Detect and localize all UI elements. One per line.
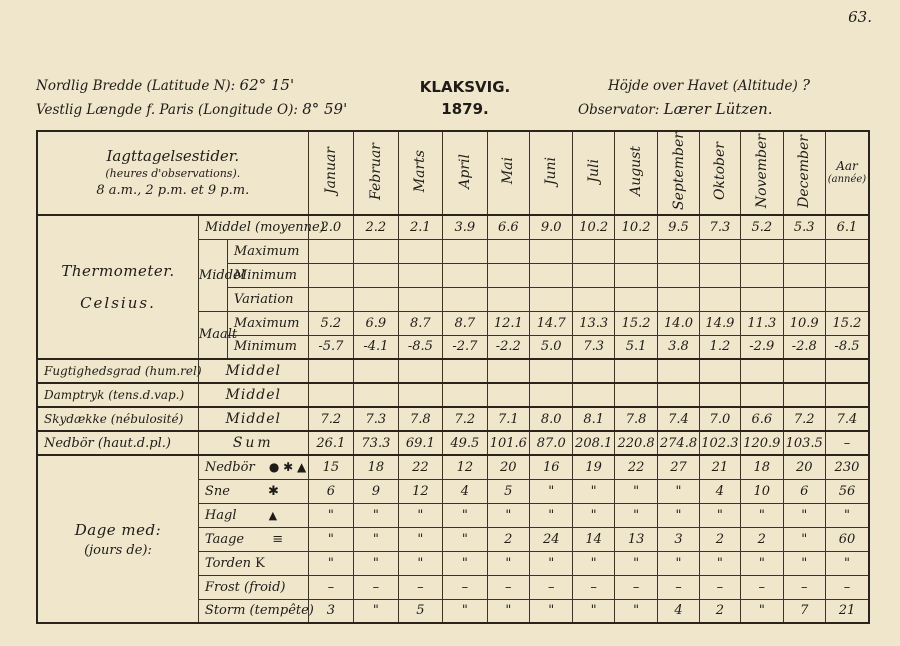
table-cell: 7.8 — [614, 407, 657, 431]
table-cell: – — [699, 575, 740, 599]
table-cell: 7.8 — [398, 407, 442, 431]
month-header — [783, 131, 825, 215]
table-cell: " — [825, 503, 869, 527]
thermo-label-2: Celsius. — [80, 294, 156, 312]
table-cell: 12.1 — [487, 311, 529, 335]
table-cell: 8.7 — [398, 311, 442, 335]
row-damptryk — [37, 383, 869, 407]
month-header — [308, 131, 354, 215]
table-cell: 49.5 — [443, 431, 487, 455]
table-cell: " — [614, 599, 657, 623]
table-cell: 2 — [741, 527, 783, 551]
dage-med-group-label — [37, 455, 198, 623]
table-cell: 220.8 — [614, 431, 657, 455]
table-cell: " — [398, 503, 442, 527]
table-cell: " — [354, 551, 398, 575]
table-cell: 6.6 — [487, 215, 529, 239]
table-cell: 20 — [783, 455, 825, 479]
row-middel-moyenne — [37, 215, 869, 239]
table-cell: 103.5 — [783, 431, 825, 455]
table-cell: – — [614, 575, 657, 599]
precip-symbol-icon: ● ✱ ▲ — [268, 459, 307, 474]
table-cell: 7.2 — [443, 407, 487, 431]
longitude-value: 8° 59' — [302, 100, 348, 118]
table-cell: " — [530, 599, 573, 623]
table-cell: 21 — [699, 455, 740, 479]
table-cell: " — [741, 551, 783, 575]
table-cell: 24 — [530, 527, 573, 551]
nedbor-haut-label: Nedbör (haut.d.pl.) — [37, 431, 198, 455]
page-number: 63. — [848, 8, 872, 26]
table-cell: – — [783, 575, 825, 599]
table-cell: " — [530, 479, 573, 503]
table-cell: 6 — [308, 479, 354, 503]
day-label-hagl — [198, 503, 308, 527]
month-header — [530, 131, 573, 215]
table-cell: 7.2 — [783, 407, 825, 431]
day-label-sne — [198, 479, 308, 503]
day-label-torden — [198, 551, 308, 575]
table-cell: 8.0 — [530, 407, 573, 431]
station-name: KLAKSVIG. — [419, 78, 511, 96]
variation-label: Variation — [227, 287, 308, 311]
table-cell: " — [783, 503, 825, 527]
table-cell: " — [699, 503, 740, 527]
table-cell: – — [308, 575, 354, 599]
table-cell: 14.9 — [699, 311, 740, 335]
snow-icon: ✱ — [268, 483, 279, 499]
minimum-label: Minimum — [227, 263, 308, 287]
month-label: Mai — [500, 157, 517, 185]
table-cell: " — [573, 479, 614, 503]
table-cell: 18 — [354, 455, 398, 479]
table-cell: 1.2 — [699, 335, 740, 359]
table-cell: 22 — [398, 455, 442, 479]
month-label: Juli — [585, 159, 602, 183]
table-cell: – — [741, 575, 783, 599]
table-cell: -2.8 — [783, 335, 825, 359]
table-cell: 15.2 — [614, 311, 657, 335]
aar-label: Aar — [836, 159, 858, 173]
month-label: November — [753, 133, 770, 209]
table-cell: – — [530, 575, 573, 599]
thermometer-group-label — [37, 215, 198, 359]
table-cell: 2 — [699, 527, 740, 551]
table-cell: 6.9 — [354, 311, 398, 335]
table-cell: 10.2 — [573, 215, 614, 239]
day-label-taage — [198, 527, 308, 551]
month-label: Juni — [543, 156, 560, 186]
thermo-label-1: Thermometer. — [61, 262, 175, 280]
table-cell: 6.6 — [741, 407, 783, 431]
fog-icon: ≡ — [272, 531, 284, 547]
table-cell: 5.2 — [741, 215, 783, 239]
table-cell: " — [354, 599, 398, 623]
latitude-line — [36, 76, 294, 94]
table-cell: 7.3 — [699, 215, 740, 239]
table-cell: 22 — [614, 455, 657, 479]
table-cell: 9.0 — [530, 215, 573, 239]
table-cell: 16 — [530, 455, 573, 479]
maximum-label: Maximum — [227, 311, 308, 335]
maalt-label: Maalt — [198, 311, 227, 359]
year-header — [825, 131, 869, 215]
table-cell: 19 — [573, 455, 614, 479]
table-cell: 20 — [487, 455, 529, 479]
table-cell: 10 — [741, 479, 783, 503]
table-cell: 87.0 — [530, 431, 573, 455]
table-cell: 230 — [825, 455, 869, 479]
table-cell: 7.3 — [573, 335, 614, 359]
table-cell: – — [443, 575, 487, 599]
skydaekke-label: Skydække (nébulosité) — [37, 407, 198, 431]
month-header — [354, 131, 398, 215]
table-cell: " — [398, 527, 442, 551]
month-label: April — [456, 153, 473, 189]
table-cell: 73.3 — [354, 431, 398, 455]
table-cell: -4.1 — [354, 335, 398, 359]
table-cell: 11.3 — [741, 311, 783, 335]
longitude-line — [36, 100, 347, 118]
table-cell: 9.5 — [658, 215, 699, 239]
table-cell: 2 — [699, 599, 740, 623]
day-label-text: Hagl — [204, 507, 237, 523]
table-cell: " — [658, 479, 699, 503]
table-cell: 5 — [487, 479, 529, 503]
month-header — [443, 131, 487, 215]
day-label-text: Taage — [204, 531, 245, 547]
middel-label: Middel — [198, 407, 308, 431]
table-cell: " — [308, 551, 354, 575]
table-cell: 2.1 — [398, 215, 442, 239]
month-header — [658, 131, 699, 215]
table-cell: 13.3 — [573, 311, 614, 335]
table-cell: " — [573, 503, 614, 527]
table-cell: " — [573, 599, 614, 623]
month-header — [614, 131, 657, 215]
table-cell: " — [825, 551, 869, 575]
table-cell: " — [354, 503, 398, 527]
table-cell: 15 — [308, 455, 354, 479]
day-label-text: Nedbör — [204, 459, 255, 475]
table-cell: 14.7 — [530, 311, 573, 335]
table-cell: " — [308, 527, 354, 551]
table-cell: -8.5 — [825, 335, 869, 359]
thunder-icon: K — [255, 555, 265, 571]
table-cell: 3 — [308, 599, 354, 623]
table-cell: 2.2 — [354, 215, 398, 239]
aar-sub: (année) — [827, 174, 867, 185]
latitude-value: 62° 15' — [239, 76, 295, 94]
month-label: August — [628, 146, 645, 196]
month-label: Marts — [412, 149, 429, 193]
table-cell: 208.1 — [573, 431, 614, 455]
day-label-frost: Frost (froid) — [198, 575, 308, 599]
table-cell: 2 — [487, 527, 529, 551]
table-cell: " — [487, 503, 529, 527]
table-cell: " — [398, 551, 442, 575]
table-cell: – — [354, 575, 398, 599]
obs-subtitle: (heures d'observations). — [105, 166, 241, 180]
table-cell: 5 — [398, 599, 442, 623]
table-cell: " — [443, 503, 487, 527]
month-header — [741, 131, 783, 215]
longitude-label: Vestlig Længde f. Paris (Longitude O): — [36, 102, 298, 118]
table-cell: 56 — [825, 479, 869, 503]
table-cell: 8.1 — [573, 407, 614, 431]
month-label: Oktober — [711, 142, 728, 200]
table-cell: 2.0 — [308, 215, 354, 239]
table-cell: " — [530, 551, 573, 575]
table-cell: 5.3 — [783, 215, 825, 239]
month-label: December — [796, 134, 813, 208]
table-cell: – — [573, 575, 614, 599]
table-cell: – — [658, 575, 699, 599]
maximum-label: Maximum — [227, 239, 308, 263]
table-cell: 4 — [658, 599, 699, 623]
month-label: Januar — [322, 147, 339, 195]
table-cell: 7 — [783, 599, 825, 623]
table-cell: 5.2 — [308, 311, 354, 335]
year: 1879. — [441, 100, 489, 118]
middel-label: Middel — [198, 359, 308, 383]
month-header — [573, 131, 614, 215]
observer-label: Observator: — [578, 102, 660, 118]
table-cell: 102.3 — [699, 431, 740, 455]
table-cell: 14 — [573, 527, 614, 551]
altitude-line — [608, 76, 810, 94]
table-cell: " — [443, 599, 487, 623]
table-cell: 9 — [354, 479, 398, 503]
month-label: September — [670, 132, 687, 210]
table-cell: " — [699, 551, 740, 575]
day-label-nedbor — [198, 455, 308, 479]
middel-moyenne-label: Middel (moyenne) — [198, 215, 308, 239]
table-cell: 69.1 — [398, 431, 442, 455]
obs-title: Iagttagelsestider. — [106, 146, 240, 165]
table-cell: 7.3 — [354, 407, 398, 431]
table-cell: – — [487, 575, 529, 599]
month-header — [398, 131, 442, 215]
table-cell: 7.1 — [487, 407, 529, 431]
table-cell: – — [825, 575, 869, 599]
table-cell: 18 — [741, 455, 783, 479]
row-fugtighed — [37, 359, 869, 383]
table-cell: 7.4 — [658, 407, 699, 431]
table-cell: 12 — [443, 455, 487, 479]
table-cell: 8.7 — [443, 311, 487, 335]
table-cell: 101.6 — [487, 431, 529, 455]
table-cell: 7.4 — [825, 407, 869, 431]
table-cell: – — [825, 431, 869, 455]
fugtighed-label: Fugtighedsgrad (hum.rel) — [37, 359, 198, 383]
table-cell: 60 — [825, 527, 869, 551]
table-cell: 10.2 — [614, 215, 657, 239]
table-cell: 5.0 — [530, 335, 573, 359]
table-cell: 3.9 — [443, 215, 487, 239]
table-cell: 7.0 — [699, 407, 740, 431]
observer-value: Lærer Lützen. — [663, 100, 773, 118]
latitude-label: Nordlig Bredde (Latitude N): — [36, 78, 236, 94]
table-cell: 274.8 — [658, 431, 699, 455]
day-label-text: Sne — [204, 483, 230, 499]
header-row — [37, 131, 869, 215]
table-cell: " — [658, 551, 699, 575]
middel-label: Middel — [198, 383, 308, 407]
table-cell: 21 — [825, 599, 869, 623]
table-cell: 120.9 — [741, 431, 783, 455]
month-label: Februar — [367, 142, 384, 200]
table-cell: " — [658, 503, 699, 527]
table-cell: " — [741, 503, 783, 527]
table-cell: " — [487, 551, 529, 575]
table-cell: 27 — [658, 455, 699, 479]
dage-med-label: Dage med: — [74, 520, 162, 539]
table-cell: -2.7 — [443, 335, 487, 359]
row-dage-nedbor — [37, 455, 869, 479]
jours-de-label: (jours de): — [84, 542, 152, 558]
day-label-text: Torden — [204, 555, 252, 571]
middel-label: Middel — [198, 239, 227, 311]
table-cell: 12 — [398, 479, 442, 503]
table-cell: " — [354, 527, 398, 551]
sum-label: Sum — [198, 431, 308, 455]
table-cell: " — [308, 503, 354, 527]
altitude-label: Höjde over Havet (Altitude) — [608, 78, 798, 94]
table-cell: 26.1 — [308, 431, 354, 455]
table-cell: -8.5 — [398, 335, 442, 359]
table-cell: " — [614, 551, 657, 575]
table-cell: " — [443, 527, 487, 551]
month-header — [699, 131, 740, 215]
table-cell: 6.1 — [825, 215, 869, 239]
table-cell: " — [741, 599, 783, 623]
table-cell: 10.9 — [783, 311, 825, 335]
table-cell: " — [783, 551, 825, 575]
table-cell: -5.7 — [308, 335, 354, 359]
minimum-label: Minimum — [227, 335, 308, 359]
table-cell: " — [443, 551, 487, 575]
hail-icon: ▲ — [268, 508, 278, 522]
obs-times: 8 a.m., 2 p.m. et 9 p.m. — [96, 182, 250, 198]
table-cell: – — [398, 575, 442, 599]
table-cell: 3 — [658, 527, 699, 551]
table-cell: 15.2 — [825, 311, 869, 335]
table-cell: 4 — [699, 479, 740, 503]
table-cell: -2.2 — [487, 335, 529, 359]
table-cell: 4 — [443, 479, 487, 503]
table-cell: 14.0 — [658, 311, 699, 335]
table-cell: 6 — [783, 479, 825, 503]
table-cell: " — [783, 527, 825, 551]
table-cell: " — [530, 503, 573, 527]
row-nedbor-sum — [37, 431, 869, 455]
observation-times-cell — [37, 131, 308, 215]
observer-line — [578, 100, 773, 118]
table-cell: 5.1 — [614, 335, 657, 359]
table-cell: " — [614, 479, 657, 503]
table-cell: " — [573, 551, 614, 575]
row-skydaekke — [37, 407, 869, 431]
altitude-value: ? — [802, 76, 811, 94]
damptryk-label: Damptryk (tens.d.vap.) — [37, 383, 198, 407]
table-cell: " — [487, 599, 529, 623]
weather-table — [36, 130, 870, 624]
month-header — [487, 131, 529, 215]
table-cell: " — [614, 503, 657, 527]
table-cell: 13 — [614, 527, 657, 551]
day-label-storm: Storm (tempête) — [198, 599, 308, 623]
table-cell: 7.2 — [308, 407, 354, 431]
table-cell: 3.8 — [658, 335, 699, 359]
table-cell: -2.9 — [741, 335, 783, 359]
